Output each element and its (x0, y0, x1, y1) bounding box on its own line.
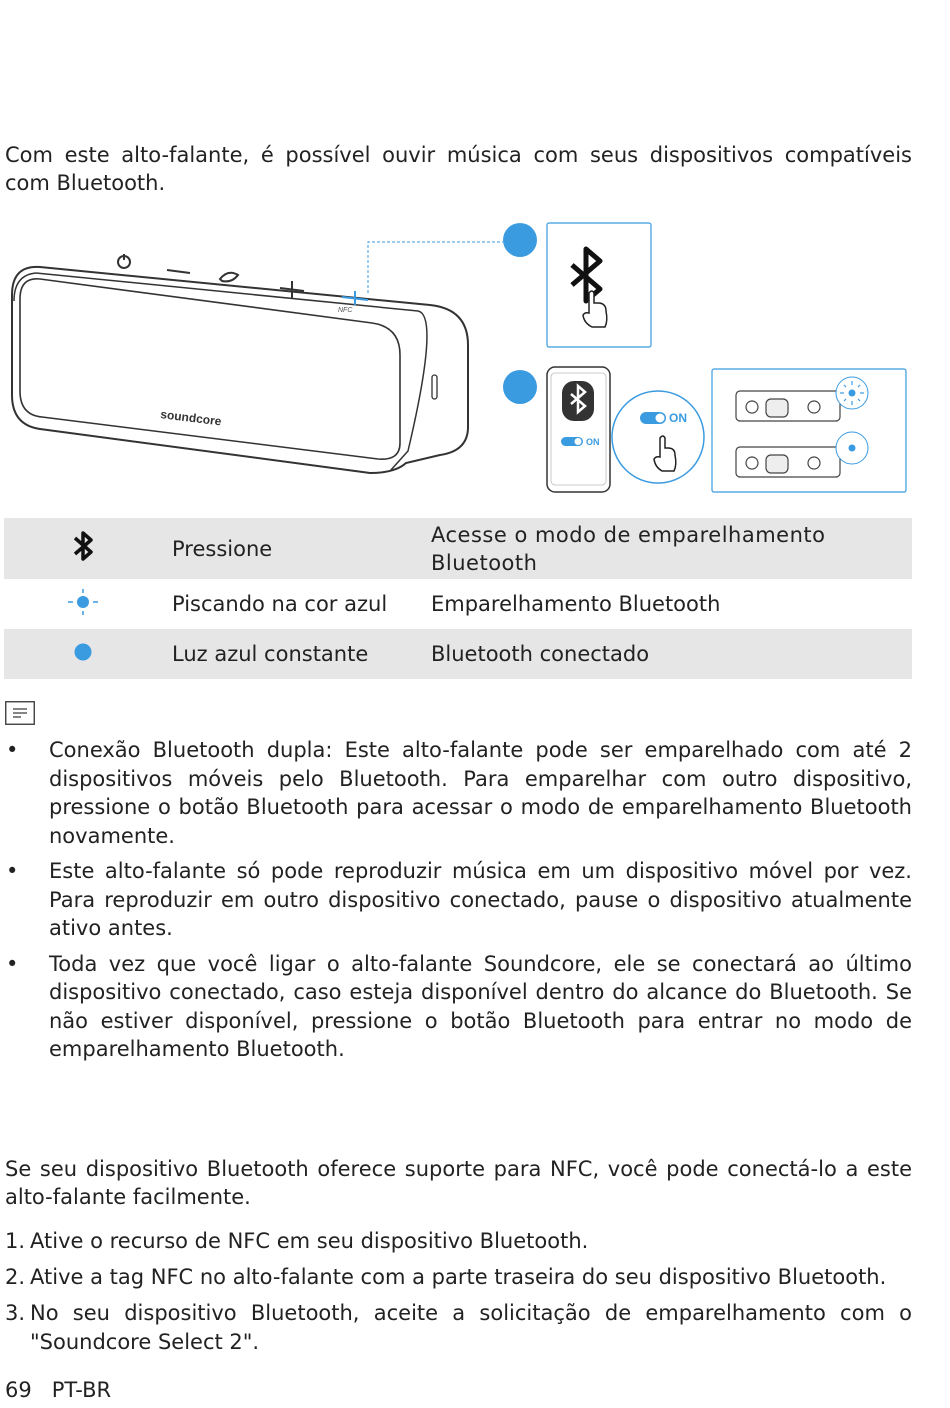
speaker-image (12, 267, 468, 473)
solid-led-icon (836, 432, 868, 464)
bluetooth-icon (572, 249, 600, 301)
list-item: • Conexão Bluetooth dupla: Este alto-falante pode ser emparelhado com até 2 dispositivos móveis pelo Bluetooth. Para emparelhar com outro dispositivo, pressione o botão Bluetooth para acessar o modo de emparelhamento Bluetooth novamente. (6, 738, 912, 848)
page-footer (5, 1376, 131, 1404)
intro-paragraph: Com este alto-falante, é possível ouvir música com seus dispositivos compatíveis com Bluetooth. (5, 143, 912, 195)
step-1-marker (503, 223, 537, 257)
blinking-led-icon (836, 377, 868, 409)
list-item: 1. Ative o recurso de NFC em seu dispositivo Bluetooth. (5, 1229, 589, 1253)
action-cell: Pressione (172, 536, 273, 561)
list-item: 3. No seu dispositivo Bluetooth, aceite a solicitação de emparelhamento com o "Soundcore Select 2". (5, 1301, 912, 1354)
result-cell: Acesse o modo de emparelhamento Bluetooth (431, 522, 826, 575)
language-code: PT-BR (51, 1378, 112, 1402)
led-state-panel (712, 369, 906, 492)
page-number: 69 (5, 1378, 32, 1402)
list-item: • Toda vez que você ligar o alto-falante Soundcore, ele se conectará ao último dispositivo conectado, caso esteja disponível dentro do alcance do Bluetooth. Se não estiver disponível, pressione o botão Bluetooth para entrar no modo de emparelhamento Bluetooth. (6, 951, 912, 1061)
result-cell: Emparelhamento Bluetooth (431, 592, 721, 616)
nfc-label: NFC (338, 307, 353, 314)
step-2-marker (503, 370, 537, 404)
solid-blue-led-icon (4, 629, 162, 679)
table-row (4, 579, 912, 629)
action-cell: Piscando na cor azul (172, 592, 388, 616)
speaker-buttons (118, 254, 304, 298)
zoom-bubble (612, 391, 704, 483)
speaker-thumbnail-solid (736, 447, 840, 477)
speaker-thumbnail-blinking (736, 391, 840, 421)
list-item: • Este alto-falante só pode reproduzir música em um dispositivo móvel por vez. Para reproduzir em outro dispositivo conectado, pause o dispositivo atualmente ativo antes. (6, 859, 912, 940)
bluetooth-icon (4, 518, 162, 579)
svg-text:ON: ON (669, 411, 687, 425)
nfc-steps-list (5, 1227, 912, 1364)
svg-text:ON: ON (586, 437, 600, 447)
speaker-brand-logo: soundcore (159, 407, 223, 429)
led-status-table (4, 518, 912, 679)
table-row (4, 518, 912, 579)
blinking-blue-led-icon (4, 579, 162, 629)
action-cell: Luz azul constante (172, 642, 369, 666)
note-icon (5, 701, 35, 725)
list-item: 2. Ative a tag NFC no alto-falante com a parte traseira do seu dispositivo Bluetooth. (5, 1265, 887, 1289)
nfc-intro-paragraph: Se seu dispositivo Bluetooth oferece suporte para NFC, você pode conectá-lo a este alto-falante facilmente. (5, 1157, 912, 1209)
result-cell: Bluetooth conectado (431, 642, 650, 666)
notes-list (0, 736, 912, 1071)
table-row (4, 629, 912, 679)
speaker-pairing-illustration (0, 215, 950, 500)
